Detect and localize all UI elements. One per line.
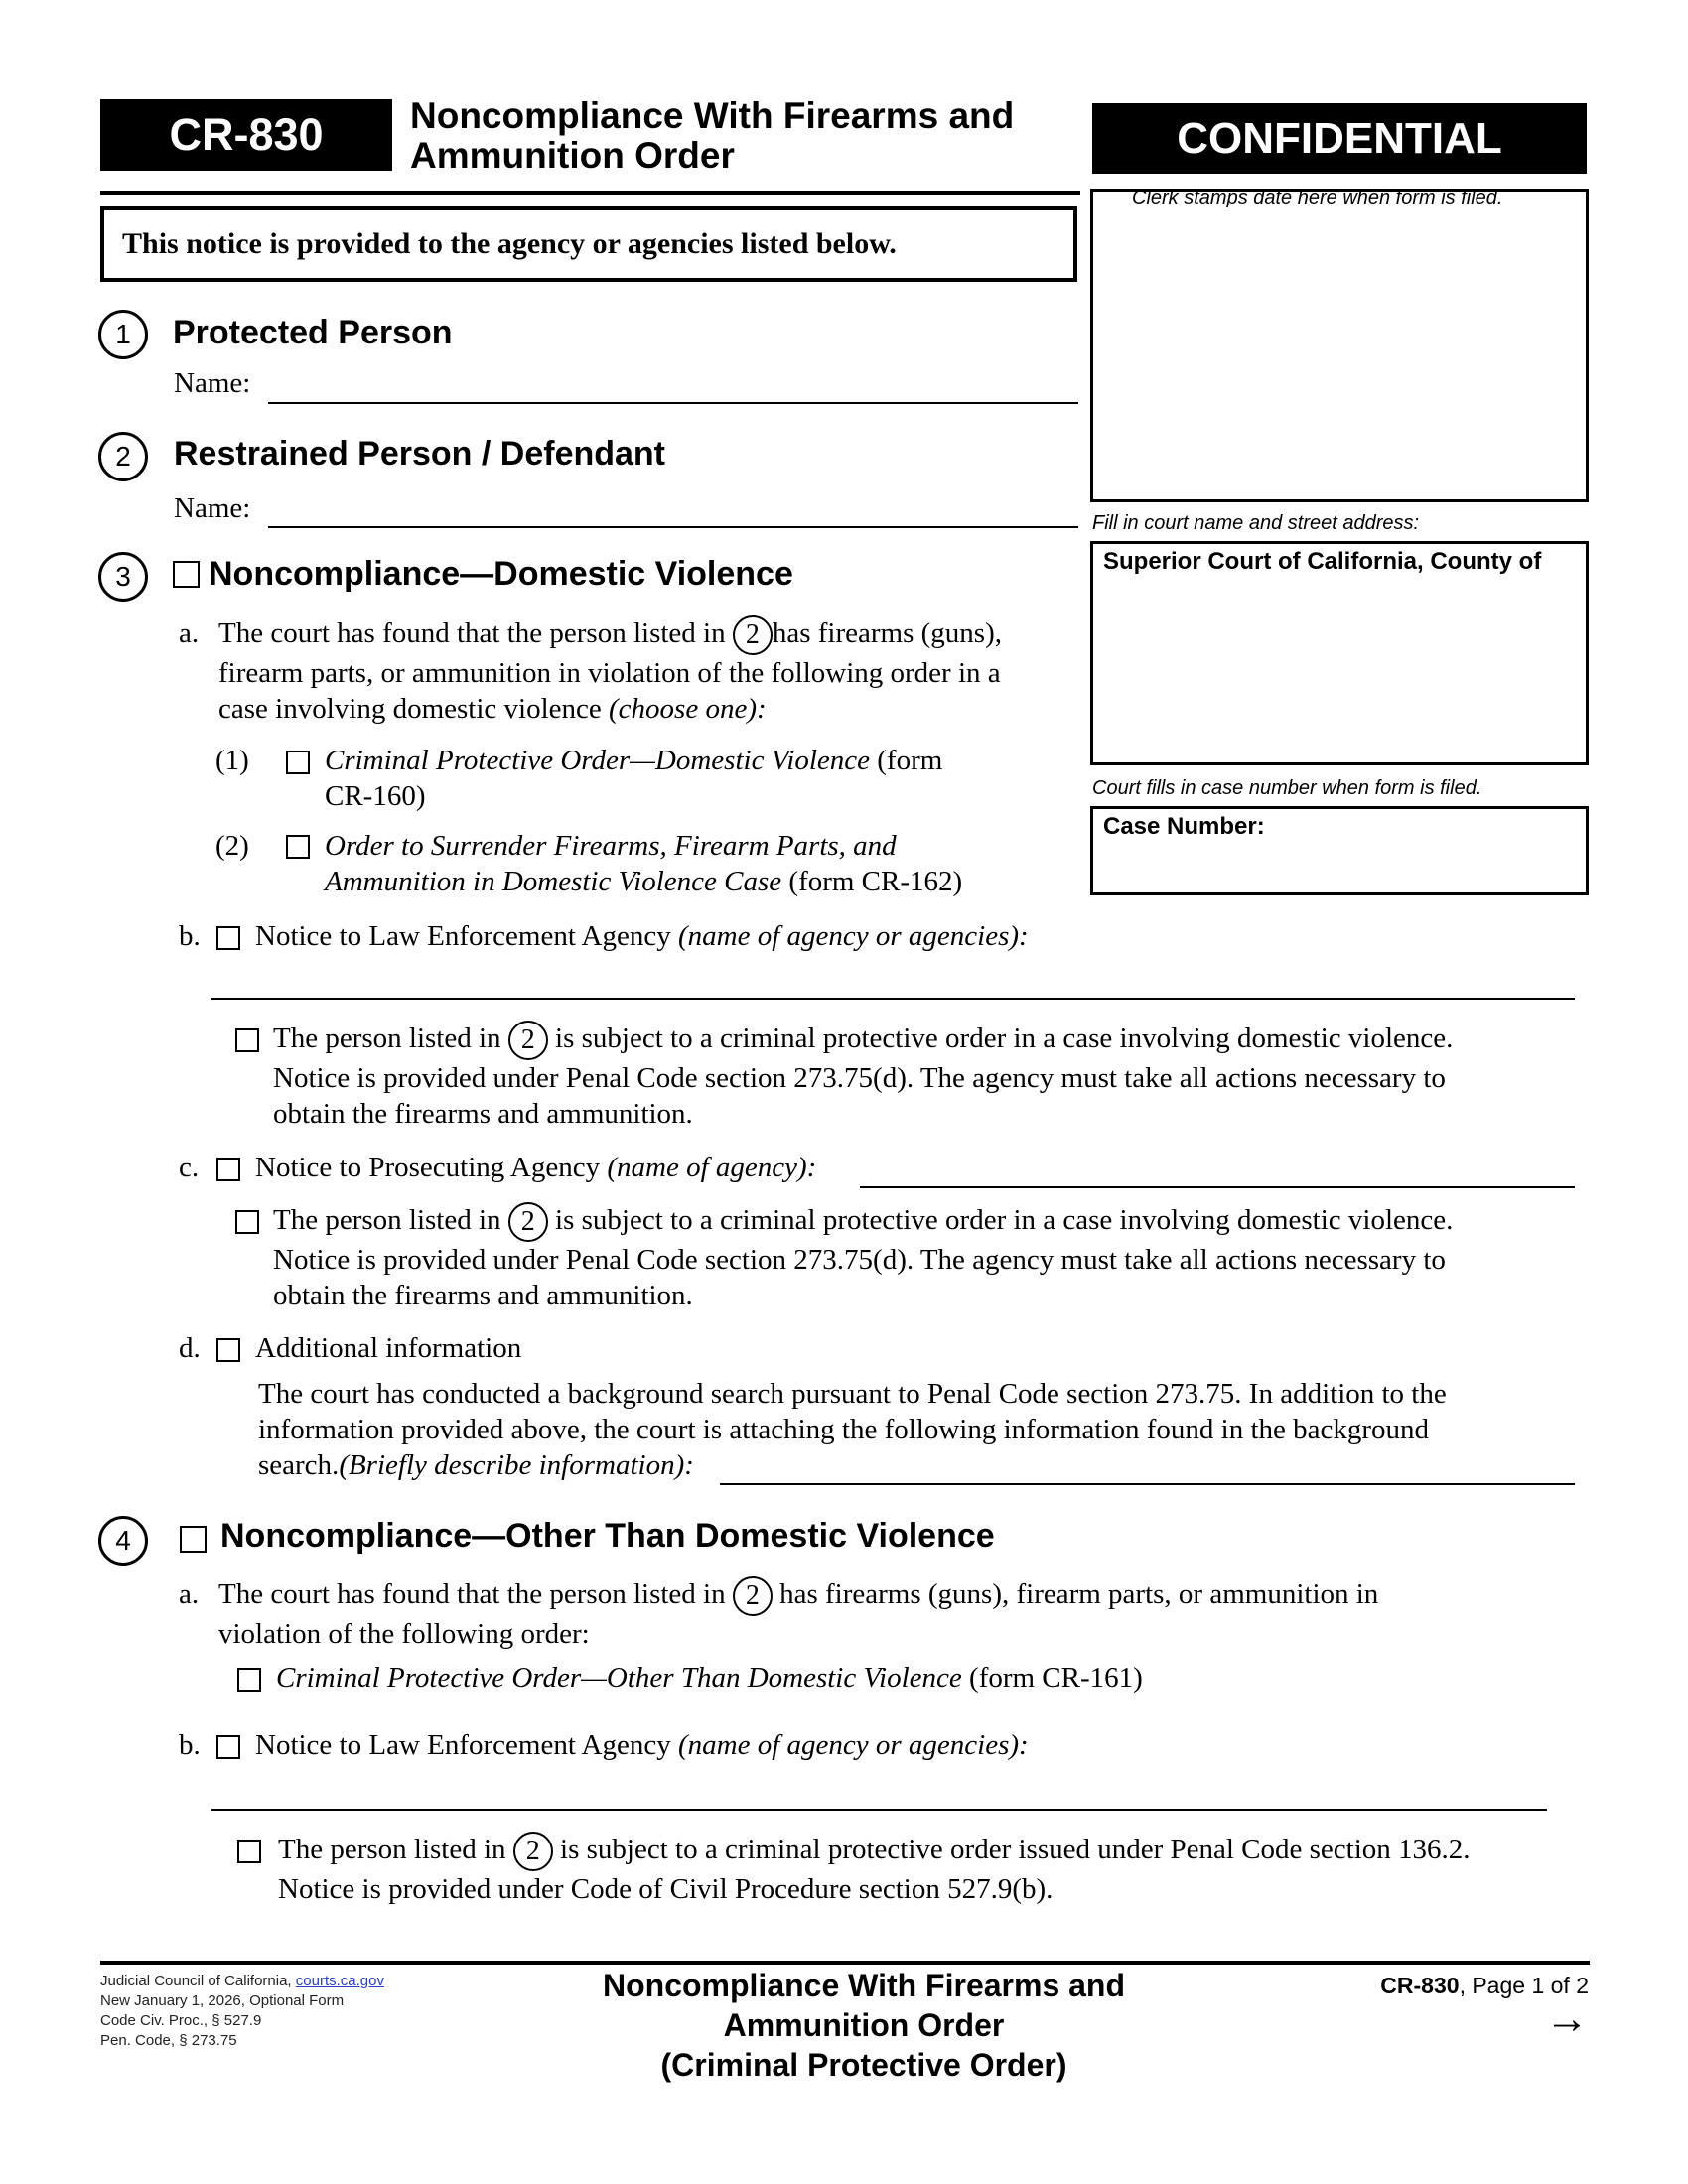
footer-page-number: CR-830, Page 1 of 2: [1380, 1973, 1589, 1998]
section-1-heading: Protected Person: [173, 314, 453, 351]
section-3c-letter: c.: [179, 1152, 200, 1183]
notice-banner: This notice is provided to the agency or agencies listed below.: [100, 206, 1077, 282]
section-3c-agency-field[interactable]: [860, 1186, 1575, 1188]
section-1-number: 1: [98, 310, 148, 359]
case-number-instruction: Court fills in case number when form is filed.: [1092, 777, 1482, 799]
section-4-number: 4: [98, 1516, 148, 1566]
person-2-reference: 2: [513, 1832, 553, 1871]
section-4a-letter: a.: [179, 1578, 200, 1610]
section-3d-label: Additional information: [255, 1332, 522, 1364]
section-3a-letter: a.: [179, 617, 200, 649]
case-number-label: Case Number:: [1103, 813, 1265, 840]
section-4a-option-text: Criminal Protective Order—Other Than Domestic Violence (form CR-161): [276, 1662, 1143, 1694]
person-2-reference: 2: [508, 1021, 548, 1060]
section-3c-checkbox[interactable]: [216, 1158, 240, 1181]
person-2-reference: 2: [733, 1576, 773, 1616]
section-4-checkbox[interactable]: [180, 1526, 207, 1553]
form-title: Noncompliance With Firearms and Ammunition Order: [410, 95, 1015, 176]
case-number-box[interactable]: [1090, 806, 1589, 895]
next-page-arrow-icon[interactable]: →: [1545, 1994, 1589, 2043]
footer-citation: Judicial Council of California, courts.ca.gov New January 1, 2026, Optional Form Code Civ. Proc., § 527.9 Pen. Code, § 273.75: [100, 1973, 384, 2049]
section-4b-notice-text: The person listed in 2 is subject to a criminal protective order issued under Penal Code section 136.2. Notice is provided under Code of Civil Procedure section 527.9(b).: [278, 1834, 1471, 1906]
section-3d-text: The court has conducted a background search pursuant to Penal Code section 273.75. In addition to the information provided above, the court is attaching the following information found in the background search.(Briefly describe information):: [258, 1378, 1447, 1481]
section-3-number: 3: [98, 552, 148, 602]
header-rule: [100, 191, 1080, 195]
section-4b-checkbox[interactable]: [216, 1735, 240, 1759]
option-2-number: (2): [215, 830, 249, 862]
section-3b-checkbox[interactable]: [216, 926, 240, 950]
section-3d-letter: d.: [179, 1332, 201, 1364]
section-3b-label: Notice to Law Enforcement Agency (name of agency or agencies):: [255, 920, 1029, 952]
section-4-heading: Noncompliance—Other Than Domestic Violence: [220, 1517, 995, 1555]
section-3a-text: The court has found that the person listed in 2 has firearms (guns), firearm parts, or ammunition in violation of the following order in a case involving domestic violence (choose one):: [218, 617, 1002, 726]
courts-link[interactable]: courts.ca.gov: [295, 1973, 384, 1989]
section-4a-option-checkbox[interactable]: [237, 1668, 261, 1692]
section-3b-notice-checkbox[interactable]: [235, 1028, 259, 1052]
person-2-reference: 2: [508, 1202, 548, 1242]
section-4b-label: Notice to Law Enforcement Agency (name of agency or agencies):: [255, 1729, 1029, 1761]
section-3d-description-field[interactable]: [720, 1483, 1575, 1485]
court-name-text: Superior Court of California, County of: [1103, 548, 1542, 575]
section-3b-notice-text: The person listed in 2 is subject to a criminal protective order in a case involving domestic violence. Notice is provided under Penal Code section 273.75(d). The agency must take all actions necessary to obtain the firearms and ammunition.: [273, 1023, 1454, 1131]
section-3b-letter: b.: [179, 920, 201, 952]
court-address-box[interactable]: [1090, 541, 1589, 765]
section-4a-text: The court has found that the person listed in 2 has firearms (guns), firearm parts, or ammunition in violation of the following order:: [218, 1578, 1379, 1651]
confidential-banner: CONFIDENTIAL: [1092, 103, 1587, 174]
section-3d-checkbox[interactable]: [216, 1338, 240, 1362]
protected-person-name-label: Name:: [174, 367, 251, 399]
section-3b-agency-field[interactable]: [211, 998, 1575, 1000]
section-2-heading: Restrained Person / Defendant: [174, 435, 666, 473]
restrained-person-name-field[interactable]: [268, 526, 1078, 528]
option-1-number: (1): [215, 745, 249, 776]
clerk-stamp-box[interactable]: [1090, 189, 1589, 502]
option-1-text: Criminal Protective Order—Domestic Violence (form CR-160): [325, 745, 943, 812]
court-address-label: Fill in court name and street address:: [1092, 512, 1420, 534]
section-3c-notice-text: The person listed in 2 is subject to a criminal protective order in a case involving domestic violence. Notice is provided under Penal Code section 273.75(d). The agency must take all actions necessary to obtain the firearms and ammunition.: [273, 1204, 1454, 1312]
section-3-heading: Noncompliance—Domestic Violence: [209, 555, 793, 593]
form-id-box: CR-830: [100, 99, 392, 171]
section-4b-notice-checkbox[interactable]: [237, 1840, 261, 1863]
section-4b-letter: b.: [179, 1729, 201, 1761]
footer-title: Noncompliance With Firearms and Ammunition Order (Criminal Protective Order): [602, 1968, 1126, 2083]
option-1-checkbox[interactable]: [286, 751, 310, 774]
section-3c-label: Notice to Prosecuting Agency (name of agency):: [255, 1152, 817, 1183]
restrained-person-name-label: Name:: [174, 492, 251, 524]
option-2-text: Order to Surrender Firearms, Firearm Parts, and Ammunition in Domestic Violence Case (form CR-162): [325, 830, 963, 897]
option-2-checkbox[interactable]: [286, 835, 310, 859]
footer-rule: [100, 1961, 1590, 1965]
person-2-reference: 2: [733, 615, 773, 655]
section-4b-agency-field[interactable]: [211, 1809, 1547, 1811]
section-3-checkbox[interactable]: [173, 561, 200, 588]
section-2-number: 2: [98, 432, 148, 481]
section-3c-notice-checkbox[interactable]: [235, 1210, 259, 1234]
clerk-stamp-label: Clerk stamps date here when form is filed.: [1132, 187, 1503, 208]
protected-person-name-field[interactable]: [268, 402, 1078, 404]
